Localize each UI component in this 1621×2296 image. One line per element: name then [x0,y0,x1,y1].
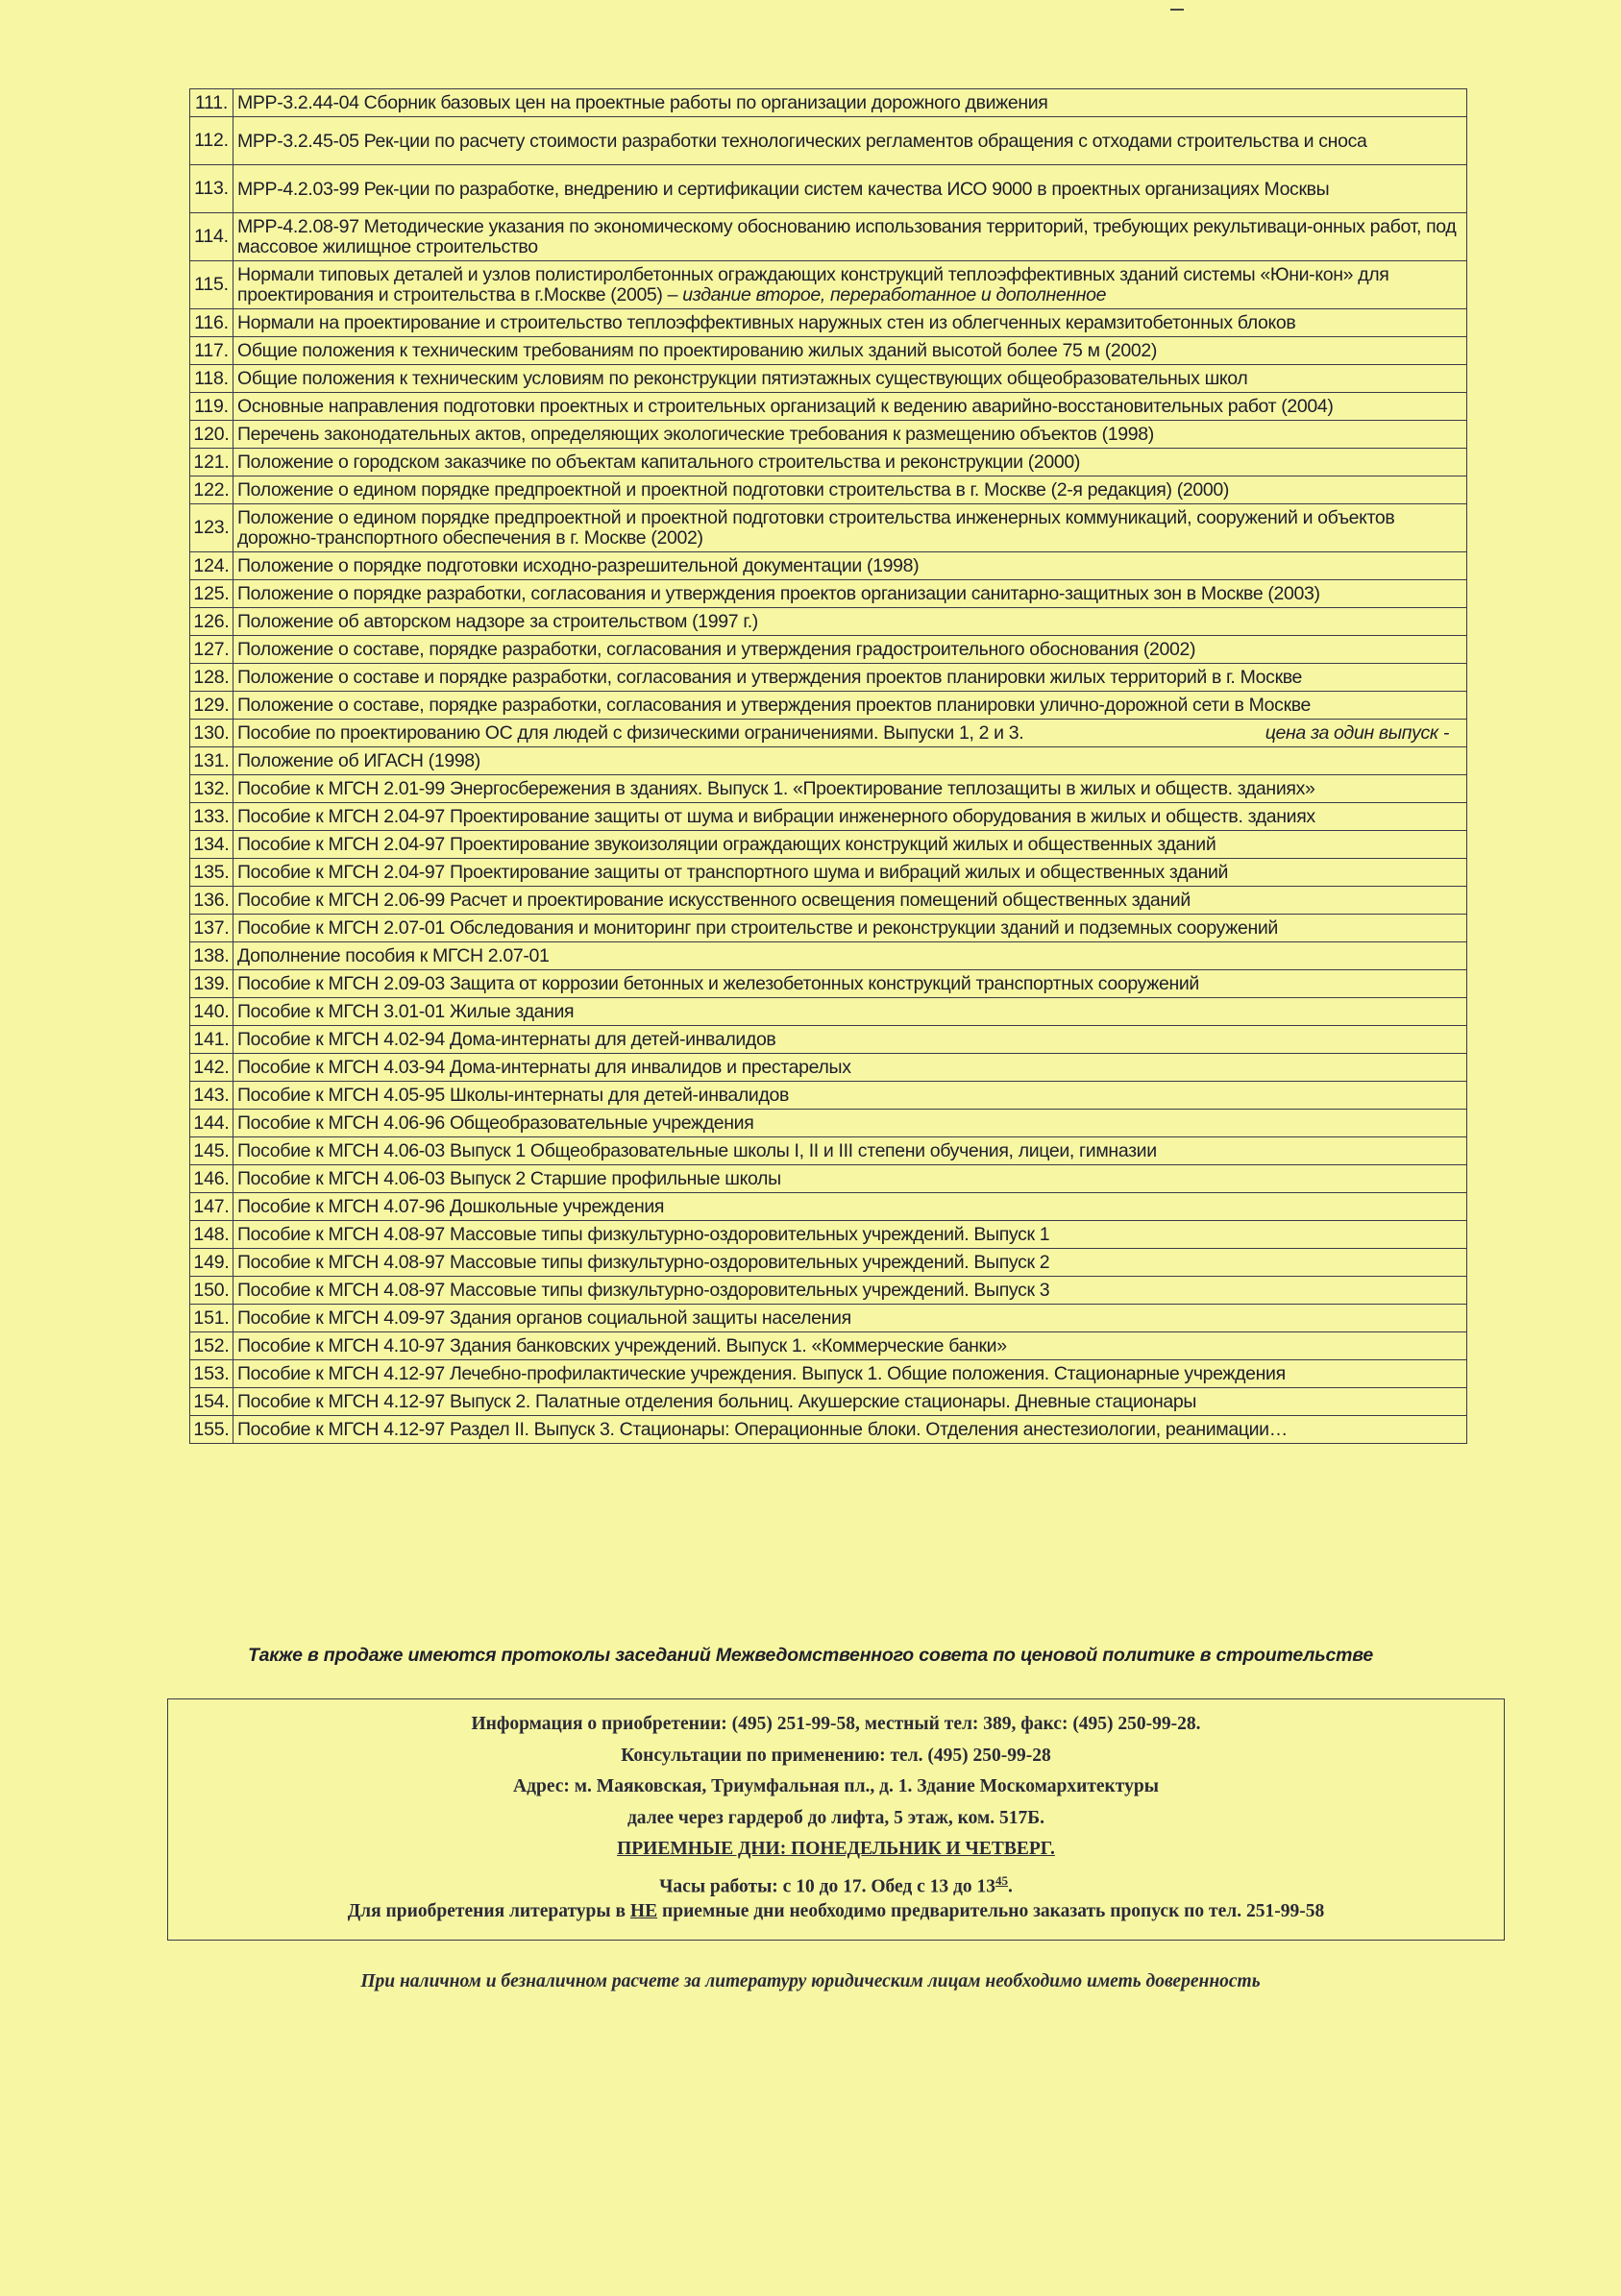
address-info: Адрес: м. Маяковская, Триумфальная пл., д. 1. Здание Москомархитектуры [513,1776,1159,1796]
row-title: Основные направления подготовки проектных и строительных организаций к ведению аварийно-восстановительных работ (2004) [237,396,1334,417]
row-title-cell [233,692,1467,720]
row-number: 123. [190,504,233,552]
row-title-cell [233,365,1467,393]
row-note: цена за один выпуск - [1265,722,1449,744]
row-title-cell [233,1054,1467,1082]
table-row [190,337,1467,365]
purchase-info: Информация о приобретении: (495) 251-99-58, местный тел: 389, факс: (495) 250-99-28. [471,1714,1201,1734]
row-title-cell [233,1249,1467,1277]
row-title-cell [233,449,1467,476]
row-title-cell [233,636,1467,664]
table-row [190,580,1467,608]
row-title: Пособие к МГСН 2.01-99 Энергосбережения в зданиях. Выпуск 1. «Проектирование теплозащиты в жилых и обществ. зданиях» [237,778,1315,799]
row-note: издание второе, переработанное и дополненное [682,284,1107,305]
table-row [190,1249,1467,1277]
row-title: Пособие к МГСН 2.04-97 Проектирование защиты от шума и вибрации инженерного оборудования в жилых и обществ. зданиях [237,806,1315,827]
row-number: 119. [190,393,233,421]
row-title: Нормали типовых деталей и узлов полистиролбетонных ограждающих конструкций теплоэффективных зданий системы «Юни-кон» для проектирования и строительства в г.Москве (2005) – [237,264,1389,305]
table-row [190,1026,1467,1054]
row-title: Пособие к МГСН 2.09-03 Защита от коррозии бетонных и железобетонных конструкций транспортных сооружений [237,973,1199,994]
table-row [190,1277,1467,1305]
row-title-cell [233,720,1467,747]
row-title-cell [233,393,1467,421]
table-row [190,1305,1467,1332]
consultation-info: Консультации по применению: тел. (495) 250-99-28 [621,1745,1051,1766]
table-row [190,747,1467,775]
row-number: 128. [190,664,233,692]
row-number: 122. [190,476,233,504]
row-title: Пособие к МГСН 4.08-97 Массовые типы физкультурно-оздоровительных учреждений. Выпуск 2 [237,1252,1050,1273]
row-title-cell [233,664,1467,692]
row-number: 151. [190,1305,233,1332]
table-row [190,89,1467,117]
row-number: 145. [190,1137,233,1165]
table-row [190,859,1467,887]
row-number: 131. [190,747,233,775]
row-number: 140. [190,998,233,1026]
row-title: Пособие к МГСН 2.04-97 Проектирование защиты от транспортного шума и вибраций жилых и общественных зданий [237,862,1229,883]
row-title: Пособие к МГСН 2.04-97 Проектирование звукоизоляции ограждающих конструкций жилых и общественных зданий [237,834,1216,855]
row-title: Пособие к МГСН 2.06-99 Расчет и проектирование искусственного освещения помещений общественных зданий [237,890,1191,911]
row-number: 149. [190,1249,233,1277]
row-title-cell [233,580,1467,608]
row-title: Положение о едином порядке предпроектной и проектной подготовки строительства в г. Москве (2-я редакция) (2000) [237,479,1229,501]
row-number: 132. [190,775,233,803]
pass-text-start: Для приобретения литературы в [347,1901,630,1921]
table-row [190,449,1467,476]
row-number: 137. [190,915,233,942]
row-title-cell [233,747,1467,775]
row-number: 117. [190,337,233,365]
row-title: Пособие по проектированию ОС для людей с физическими ограничениями. Выпуски 1, 2 и 3. [237,722,1024,744]
table-row [190,1082,1467,1110]
row-number: 134. [190,831,233,859]
row-title: Положение об авторском надзоре за строительством (1997 г.) [237,611,758,632]
row-title-cell [233,1277,1467,1305]
row-title: МРР-4.2.03-99 Рек-ции по разработке, внедрению и сертификации систем качества ИСО 9000 в проектных организациях Москвы [237,178,1330,200]
row-number: 126. [190,608,233,636]
table-row [190,365,1467,393]
hours-minutes: 45 [995,1872,1009,1888]
row-number: 113. [190,165,233,213]
table-row [190,476,1467,504]
row-number: 114. [190,213,233,261]
row-title-cell [233,1082,1467,1110]
power-of-attorney-note: При наличном и безналичном расчете за литературу юридическим лицам необходимо иметь доверенность [360,1971,1261,1991]
table-row [190,1110,1467,1137]
row-title: Пособие к МГСН 4.06-03 Выпуск 2 Старшие профильные школы [237,1168,781,1189]
row-number: 153. [190,1360,233,1388]
row-title: Пособие к МГСН 4.10-97 Здания банковских учреждений. Выпуск 1. «Коммерческие банки» [237,1335,1007,1356]
table-row [190,261,1467,309]
row-title-cell [233,1332,1467,1360]
table-row [190,831,1467,859]
row-title-cell [233,552,1467,580]
table-row [190,636,1467,664]
row-number: 143. [190,1082,233,1110]
row-number: 135. [190,859,233,887]
row-title-cell [233,1305,1467,1332]
row-title: МРР-3.2.45-05 Рек-ции по расчету стоимости разработки технологических регламентов обращения с отходами строительства и сноса [237,130,1367,152]
row-number: 136. [190,887,233,915]
table-row [190,165,1467,213]
row-number: 121. [190,449,233,476]
row-number: 150. [190,1277,233,1305]
table-row [190,664,1467,692]
row-number: 129. [190,692,233,720]
table-row [190,552,1467,580]
table-row [190,1165,1467,1193]
row-title: МРР-4.2.08-97 Методические указания по экономическому обоснованию использования территорий, требующих рекультиваци-онных работ, под массовое жилищное строительство [237,216,1457,257]
pass-info [168,1896,1504,1928]
row-number: 133. [190,803,233,831]
row-title: Пособие к МГСН 4.08-97 Массовые типы физкультурно-оздоровительных учреждений. Выпуск 1 [237,1224,1050,1245]
row-number: 118. [190,365,233,393]
row-title: Пособие к МГСН 4.06-03 Выпуск 1 Общеобразовательные школы I, II и III степени обучения, лицеи, гимназии [237,1140,1157,1161]
working-hours [168,1866,1504,1897]
row-title: Положение об ИГАСН (1998) [237,750,480,771]
row-title: Пособие к МГСН 4.07-96 Дошкольные учреждения [237,1196,665,1217]
row-number: 124. [190,552,233,580]
row-title: Пособие к МГСН 2.07-01 Обследования и мониторинг при строительстве и реконструкции зданий и подземных сооружений [237,917,1278,939]
table-row [190,1137,1467,1165]
table-row [190,421,1467,449]
table-row [190,887,1467,915]
row-title-cell [233,213,1467,261]
row-title-cell [233,261,1467,309]
row-title-cell [233,998,1467,1026]
row-title-cell [233,309,1467,337]
row-title-cell [233,1110,1467,1137]
row-title: Пособие к МГСН 3.01-01 Жилые здания [237,1001,575,1022]
row-title: Пособие к МГСН 4.03-94 Дома-интернаты для инвалидов и престарелых [237,1057,851,1078]
price-list-table [189,88,1467,1444]
row-number: 148. [190,1221,233,1249]
table-row [190,915,1467,942]
row-title: Положение о городском заказчике по объектам капитального строительства и реконструкции (2000) [237,452,1081,473]
row-title: Положение о составе, порядке разработки, согласования и утверждения проектов планировки улично-дорожной сети в Москве [237,695,1312,716]
row-number: 127. [190,636,233,664]
row-number: 112. [190,117,233,165]
row-title: Пособие к МГСН 4.12-97 Выпуск 2. Палатные отделения больниц. Акушерские стационары. Дневные стационары [237,1391,1197,1412]
row-title: Положение о порядке разработки, согласования и утверждения проектов организации санитарно-защитных зон в Москве (2003) [237,583,1320,604]
directions-info: далее через гардероб до лифта, 5 этаж, ком. 517Б. [626,1807,1045,1828]
price-list-rows [190,89,1467,1444]
row-number: 146. [190,1165,233,1193]
hours-end: . [1008,1876,1013,1896]
row-title: Положение о составе и порядке разработки, согласования и утверждения проектов планировки жилых территорий в г. Москве [237,667,1303,688]
row-title-cell [233,1416,1467,1444]
row-number: 152. [190,1332,233,1360]
table-row [190,309,1467,337]
row-title: Дополнение пособия к МГСН 2.07-01 [237,945,550,966]
row-title: Пособие к МГСН 4.09-97 Здания органов социальной защиты населения [237,1307,851,1329]
row-title-cell [233,476,1467,504]
row-title-cell [233,970,1467,998]
row-number: 111. [190,89,233,117]
row-title-cell [233,1026,1467,1054]
row-number: 139. [190,970,233,998]
table-row [190,1416,1467,1444]
row-title: Пособие к МГСН 4.12-97 Лечебно-профилактические учреждения. Выпуск 1. Общие положения. Стационарные учреждения [237,1363,1286,1384]
row-title-cell [233,504,1467,552]
row-title-cell [233,831,1467,859]
table-row [190,998,1467,1026]
row-number: 155. [190,1416,233,1444]
reception-days: ПРИЕМНЫЕ ДНИ: ПОНЕДЕЛЬНИК И ЧЕТВЕРГ. [617,1839,1055,1859]
pass-text-ne: НЕ [629,1901,658,1921]
row-number: 154. [190,1388,233,1416]
table-row [190,1054,1467,1082]
table-row [190,1221,1467,1249]
pass-text-end: приемные дни необходимо предварительно заказать пропуск по тел. 251-99-58 [657,1901,1325,1921]
row-title-cell [233,1221,1467,1249]
table-row [190,803,1467,831]
table-row [190,775,1467,803]
row-title: Нормали на проектирование и строительство теплоэффективных наружных стен из облегченных керамзитобетонных блоков [237,312,1296,333]
row-title-cell [233,89,1467,117]
row-title-cell [233,421,1467,449]
row-title: Положение о едином порядке предпроектной и проектной подготовки строительства инженерных коммуникаций, сооружений и объектов дорожно-транспортного обеспечения в г. Москве (2002) [237,507,1395,549]
table-row [190,1388,1467,1416]
row-number: 130. [190,720,233,747]
row-title: Пособие к МГСН 4.06-96 Общеобразовательные учреждения [237,1112,754,1134]
row-number: 138. [190,942,233,970]
table-row [190,942,1467,970]
row-title: Общие положения к техническим требованиям по проектированию жилых зданий высотой более 75 м (2002) [237,340,1157,361]
row-title-cell [233,1165,1467,1193]
row-number: 142. [190,1054,233,1082]
row-title-cell [233,915,1467,942]
table-row [190,692,1467,720]
row-number: 125. [190,580,233,608]
row-number: 141. [190,1026,233,1054]
row-title: Положение о порядке подготовки исходно-разрешительной документации (1998) [237,555,920,576]
row-number: 116. [190,309,233,337]
row-title: Пособие к МГСН 4.12-97 Раздел II. Выпуск 3. Стационары: Операционные блоки. Отделения анестезиологии, реанимации… [237,1419,1288,1440]
table-row [190,393,1467,421]
contact-info-box [167,1698,1505,1941]
table-row [190,720,1467,747]
row-number: 144. [190,1110,233,1137]
row-title-cell [233,887,1467,915]
row-title: Пособие к МГСН 4.05-95 Школы-интернаты для детей-инвалидов [237,1085,790,1106]
row-title-cell [233,803,1467,831]
row-number: 120. [190,421,233,449]
table-row [190,1193,1467,1221]
table-row [190,1332,1467,1360]
row-title: Перечень законодательных актов, определяющих экологические требования к размещению объектов (1998) [237,424,1154,445]
row-title-cell [233,608,1467,636]
row-number: 147. [190,1193,233,1221]
row-number: 115. [190,261,233,309]
row-title-cell [233,1360,1467,1388]
row-title: Пособие к МГСН 4.08-97 Массовые типы физкультурно-оздоровительных учреждений. Выпуск 3 [237,1280,1050,1301]
row-title-cell [233,1193,1467,1221]
row-title-cell [233,859,1467,887]
scan-mark [1170,9,1184,11]
row-title: МРР-3.2.44-04 Сборник базовых цен на проектные работы по организации дорожного движения [237,92,1048,113]
table-row [190,1360,1467,1388]
row-title-cell [233,165,1467,213]
table-row [190,608,1467,636]
hours-text: Часы работы: с 10 до 17. Обед с 13 до 13 [659,1876,996,1896]
row-title-cell [233,1137,1467,1165]
row-title: Положение о составе, порядке разработки, согласования и утверждения градостроительного обоснования (2002) [237,639,1196,660]
protocols-note: Также в продаже имеются протоколы заседаний Межведомственного совета по ценовой политике в строительстве [247,1645,1374,1666]
row-title-cell [233,117,1467,165]
row-title: Общие положения к техническим условиям по реконструкции пятиэтажных существующих общеобразовательных школ [237,368,1248,389]
row-title-cell [233,337,1467,365]
row-title-cell [233,942,1467,970]
row-title-cell [233,775,1467,803]
row-title-cell [233,1388,1467,1416]
table-row [190,117,1467,165]
table-row [190,213,1467,261]
table-row [190,504,1467,552]
table-row [190,970,1467,998]
row-title: Пособие к МГСН 4.02-94 Дома-интернаты для детей-инвалидов [237,1029,776,1050]
